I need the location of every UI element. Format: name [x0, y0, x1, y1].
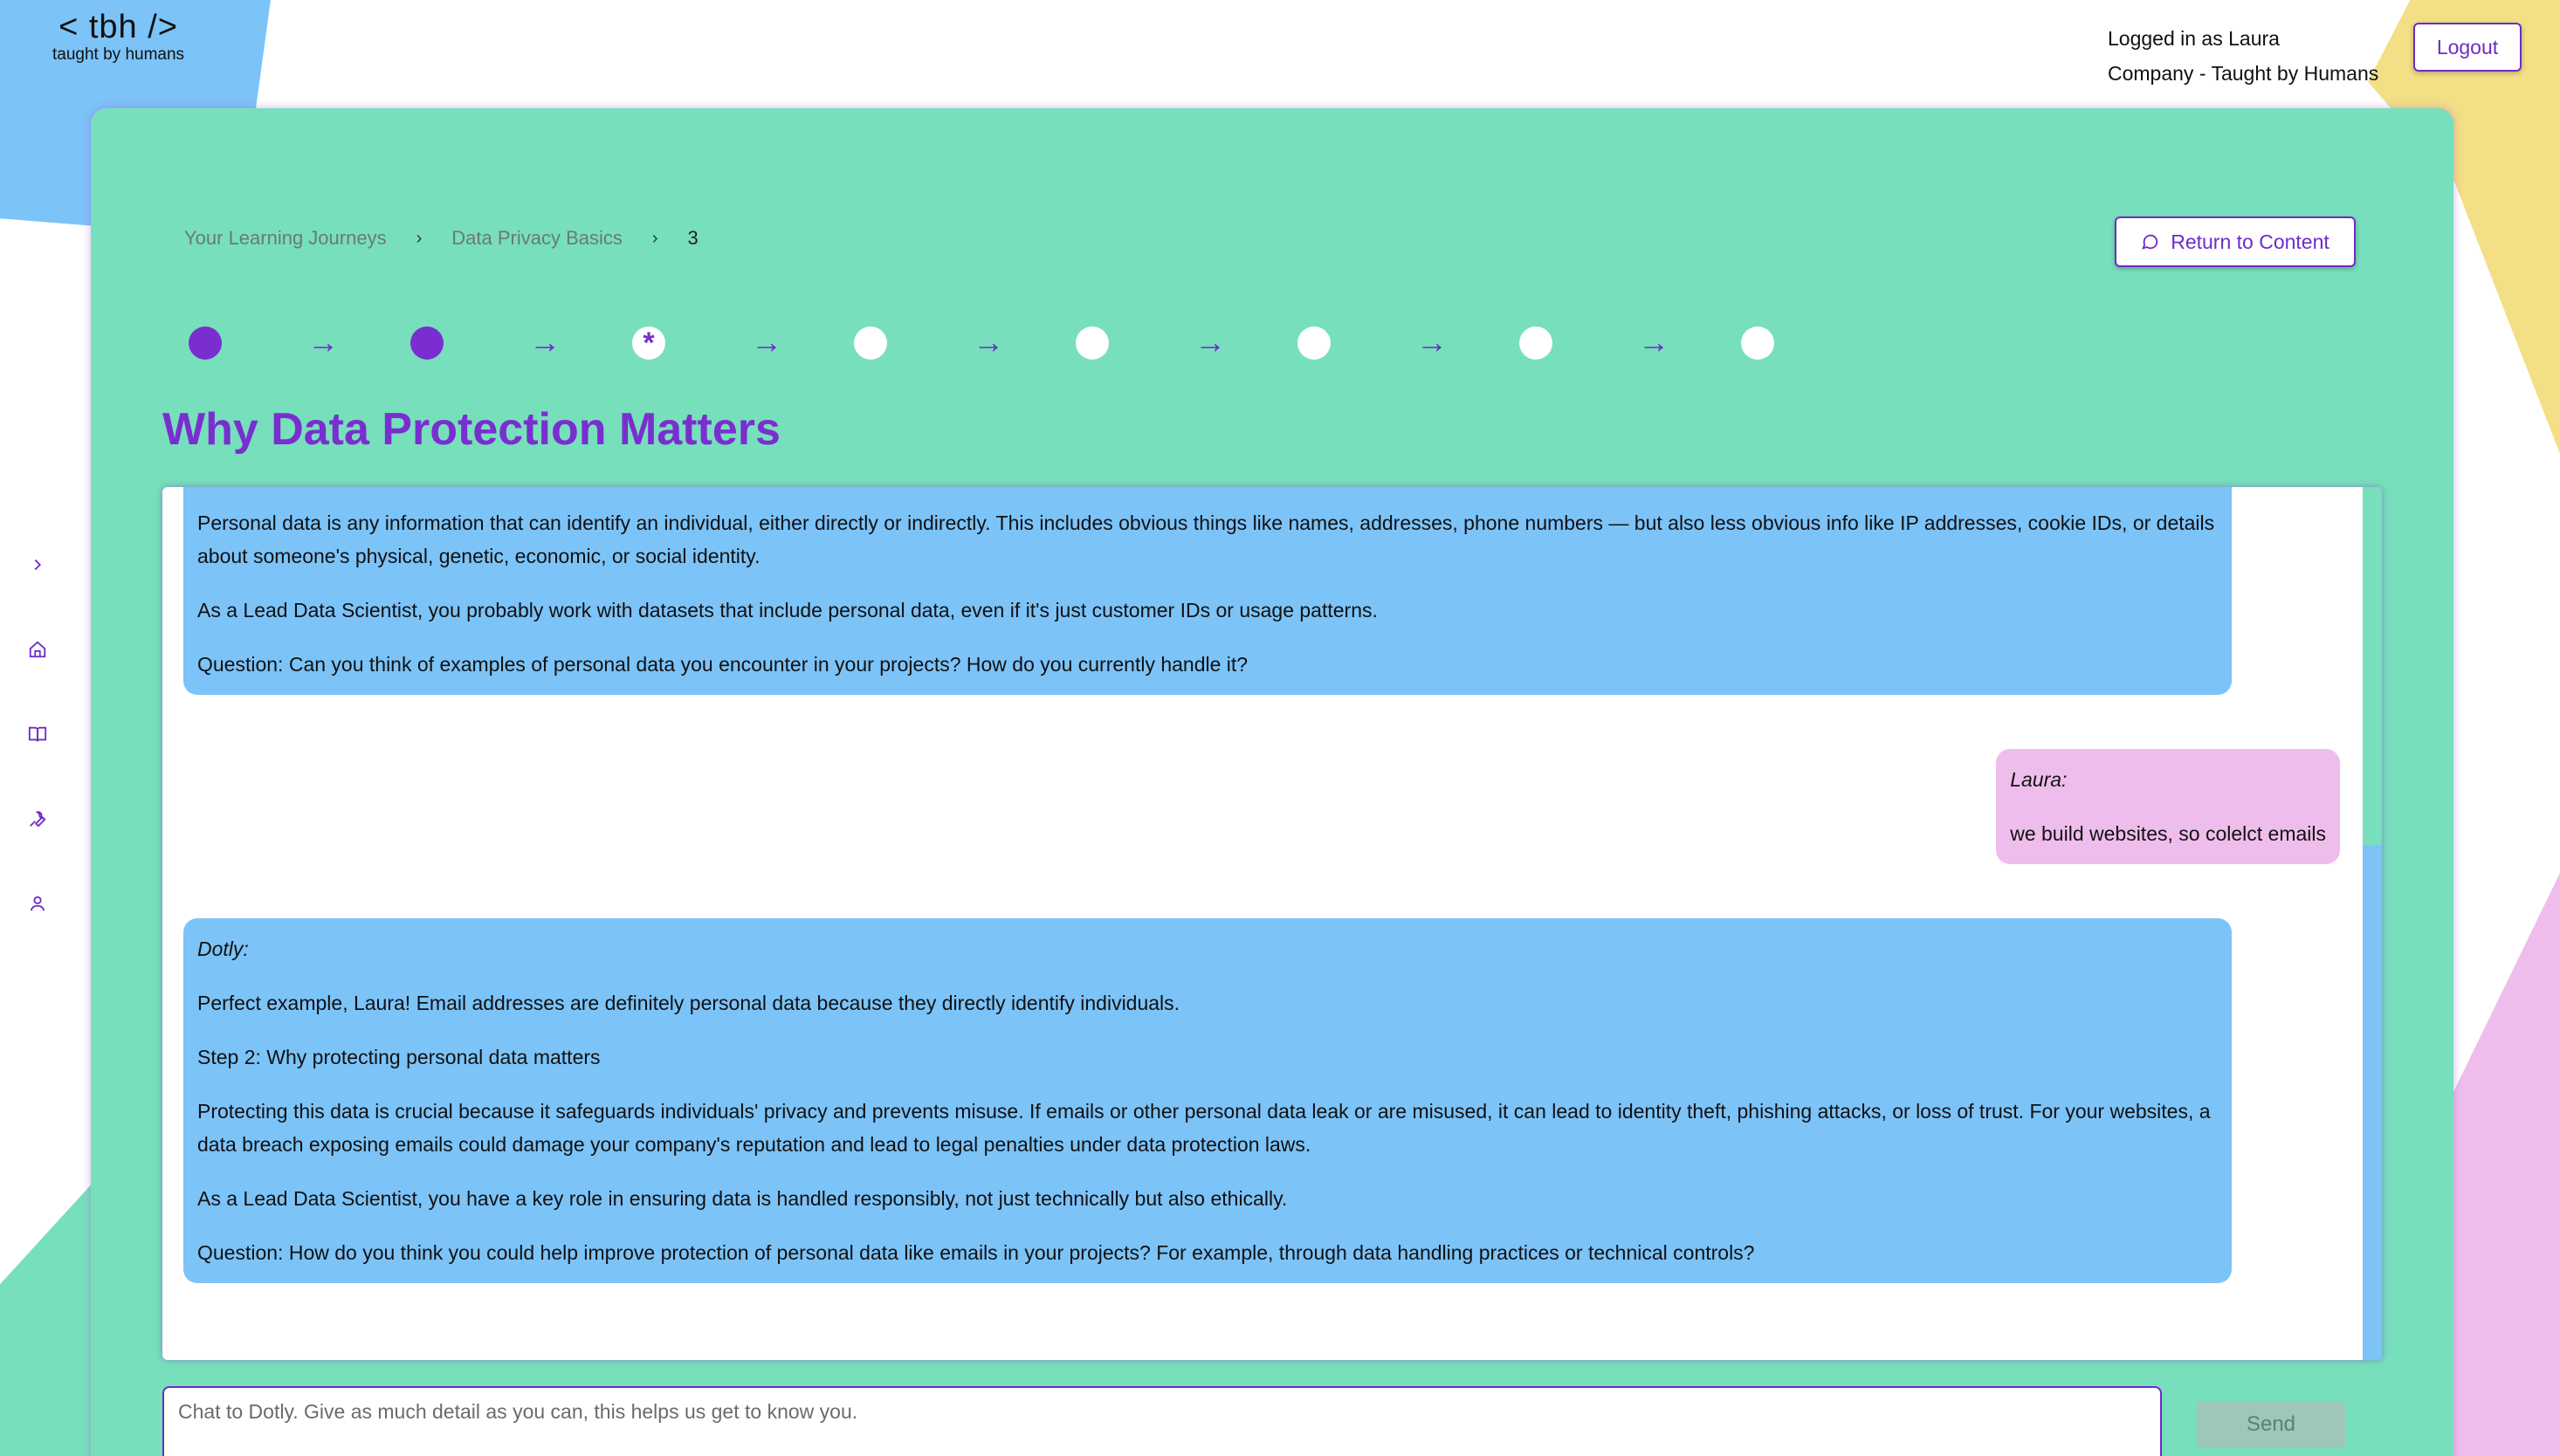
- breadcrumb-current-step: 3: [687, 227, 698, 249]
- message-speaker: Laura:: [2010, 768, 2068, 791]
- progress-step-upcoming: [1519, 326, 1552, 360]
- message-paragraph: Personal data is any information that can identify an individual, either directly or indirectly. This includes obvious things like names, addresses, phone numbers — but also less obvious info like IP addresses, cookie IDs, or details about someone's physical, genetic, economic, or social identity.: [197, 512, 2215, 567]
- bot-message: [183, 487, 2232, 695]
- message-paragraph: Perfect example, Laura! Email addresses are definitely personal data because they directly identify individuals.: [197, 992, 1180, 1014]
- progress-step-completed: [410, 326, 444, 360]
- arrow-right-icon: →: [1638, 324, 1669, 360]
- logo-mark: < tbh />: [58, 9, 178, 45]
- progress-step-completed: [189, 326, 222, 360]
- logo-tagline: taught by humans: [52, 45, 185, 64]
- book-icon[interactable]: [23, 719, 52, 749]
- progress-step-upcoming: [1297, 326, 1331, 360]
- chat-input[interactable]: [162, 1386, 2162, 1456]
- message-paragraph: Protecting this data is crucial because it safeguards individuals' privacy and prevents misuse. If emails or other personal data leak or are misused, it can lead to identity theft, phishing attacks, or loss of trust. For your websites, a data breach exposing emails could damage your company's reputation and lead to legal penalties under data protection laws.: [197, 1100, 2211, 1156]
- message-speaker: Dotly:: [197, 937, 249, 960]
- background-shape-pink: [2446, 873, 2560, 1456]
- chevron-right-icon[interactable]: [23, 550, 52, 580]
- breadcrumb-learning-journeys[interactable]: Your Learning Journeys: [184, 227, 387, 249]
- bot-message: [183, 918, 2232, 1283]
- return-to-content-button[interactable]: [2115, 216, 2356, 267]
- logo[interactable]: [52, 7, 184, 65]
- message-paragraph: As a Lead Data Scientist, you probably work with datasets that include personal data, even if it's just customer IDs or usage patterns.: [197, 599, 1378, 622]
- arrow-right-icon: →: [1416, 324, 1448, 360]
- logout-button[interactable]: Logout: [2413, 23, 2522, 72]
- wrench-icon[interactable]: [23, 804, 52, 834]
- return-to-content-label: Return to Content: [2171, 230, 2329, 253]
- chat-scrollbar-thumb[interactable]: [2363, 845, 2382, 1360]
- lesson-title: Why Data Protection Matters: [162, 404, 781, 455]
- chat-bubble-icon: [2141, 232, 2160, 251]
- background-shape-green: [0, 1170, 105, 1456]
- user-company: Company - Taught by Humans: [2108, 62, 2379, 85]
- user-info: [2108, 21, 2378, 91]
- user-message: [1996, 749, 2340, 864]
- user-icon[interactable]: [23, 889, 52, 918]
- breadcrumb: [184, 227, 698, 250]
- chat-log[interactable]: [162, 487, 2382, 1360]
- message-paragraph: Question: How do you think you could help improve protection of personal data like emails in your projects? For example, through data handling practices or technical controls?: [197, 1241, 1755, 1264]
- progress-step-current: *: [632, 326, 665, 360]
- progress-step-upcoming: [1741, 326, 1774, 360]
- message-paragraph: Step 2: Why protecting personal data matters: [197, 1046, 601, 1068]
- logged-in-user: Logged in as Laura: [2108, 27, 2280, 50]
- breadcrumb-journey[interactable]: Data Privacy Basics: [451, 227, 623, 249]
- message-paragraph: As a Lead Data Scientist, you have a key role in ensuring data is handled responsibly, not just technically but also ethically.: [197, 1187, 1288, 1210]
- home-icon[interactable]: [23, 635, 52, 664]
- side-rail: [23, 550, 52, 973]
- arrow-right-icon: →: [973, 324, 1004, 360]
- progress-step-upcoming: [854, 326, 887, 360]
- message-paragraph: we build websites, so colelct emails: [2010, 822, 2326, 845]
- message-paragraph: Question: Can you think of examples of personal data you encounter in your projects? How do you currently handle it?: [197, 653, 1249, 676]
- arrow-right-icon: →: [751, 324, 782, 360]
- chevron-right-icon: ›: [416, 228, 423, 248]
- main-panel: [91, 108, 2453, 1456]
- chevron-right-icon: ›: [651, 228, 658, 248]
- arrow-right-icon: →: [307, 324, 339, 360]
- arrow-right-icon: →: [1194, 324, 1226, 360]
- progress-step-upcoming: [1076, 326, 1109, 360]
- arrow-right-icon: →: [529, 324, 561, 360]
- send-button[interactable]: Send: [2197, 1401, 2345, 1448]
